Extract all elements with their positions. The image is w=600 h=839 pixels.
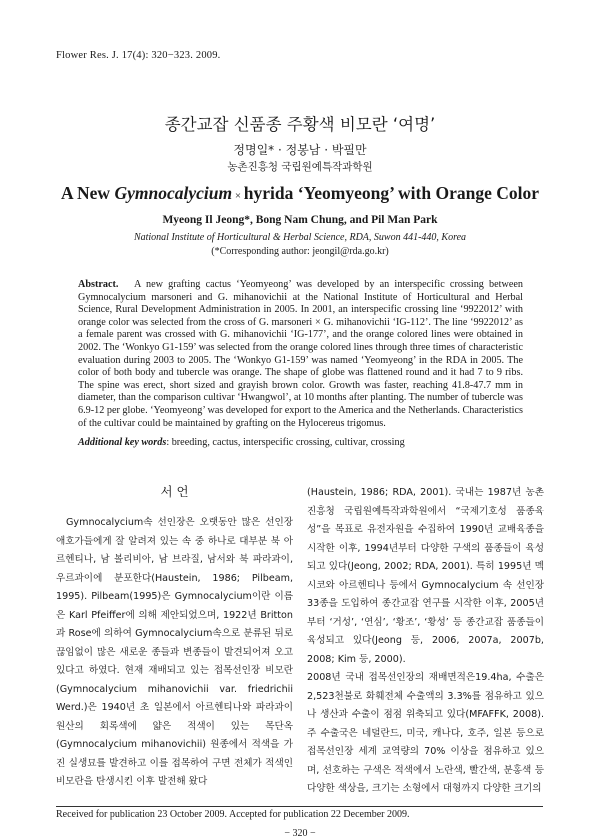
english-authors: Myeong Il Jeong*, Bong Nam Chung, and Pil Man Park	[162, 214, 438, 226]
keywords-label: Additional key words	[78, 437, 167, 448]
english-title	[0, 183, 600, 204]
keywords	[78, 437, 523, 448]
english-title-cross: ×	[232, 190, 244, 202]
abstract-text: A new grafting cactus ‘Yeomyeong’ was developed by an interspecific crossing between Gymnocalycium marsoneri and G. mihanovichii at the National Institute of Horticultural and Herbal Science, Rural Development Administration in 2005. In 2001, an interspecific crossing line ‘9922012’ with orange color was selected from the cross of G. marsoneri × G. mihanovichii ‘IG-112’. The line ‘9922012’ as a female parent was crossed with G. mihanovichii ‘IG-177’, and the orange colored lines were obtained in 2002. The ‘Wonkyo G1-159’ was selected from the orange colored lines through three times of characteristic evaluation during 2003 to 2005. The ‘Wonkyo G1-159’ was named ‘Yeomyeong’ in the RDA in 2005. The color of both body and tubercle was orange. The shape of globe was flattened round and it had 7 to 9 ribs. The spine was erect, short sized and grayish brown color. Growth was faster, reaching 41.8-47.7 mm in diameter, than the comparison cultivar ‘Hwangwol’, at 10 months after planting. The number of tubercle was 6.9-12 per globe. ‘Yeomyeong’ was developed for export to the America and the Netherlands. Characteristics of the cultivar could be maintained by grafting on the Hylocereus trigomus.	[78, 279, 524, 429]
english-title-suffix: hyrida ‘Yeomyeong’ with Orange Color	[243, 183, 539, 203]
publication-footnote: Received for publication 23 October 2009. Accepted for publication 22 December 2009.	[56, 809, 410, 820]
english-title-genus: Gymnocalycium	[114, 183, 233, 203]
corresponding-author: (*Corresponding author: jeongil@rda.go.kr)	[211, 246, 389, 257]
footnote-rule	[56, 806, 543, 807]
english-affiliation: National Institute of Horticultural & Herbal Science, RDA, Suwon 441-440, Korea	[133, 232, 467, 243]
body-right-column: (Haustein, 1986; RDA, 2001). 국내는 1987년 농촌진흥청 국립원예특작과학원에서 “국제기호성 품종육성”을 목표로 유전자원을 수집하여 1990년 교배육종을 시작한 이후, 1994년부터 다양한 구색의 품종들이 육성되고 있다(Jeong, 2002; RDA, 2001). 특히 1995년 멕시코와 아르헨티나 등에서 Gymnocalycium 속 선인장 33종을 도입하여 종간교잡 연구를 시작한 이후, 2005년부터 ‘거성’, ‘연심’, ‘황조’, ‘황성’ 등 종간교잡 품종들이 육성되고 있다(Jeong 등, 2006, 2007a, 2007b, 2008; Kim 등, 2000). 2008년 국내 접목선인장의 재배면적은19.4ha, 수출은 2,523천불로 화훼전체 수출액의 3.3%를 점유하고 있으나 생산과 수출이 점점 위축되고 있다(MFAFFK, 2008). 주 수출국은 네덜란드, 미국, 캐나다, 호주, 일본 등으로 접목선인장 세계 교역량의 70% 이상을 점유하고 있으며, 선호하는 구색은 적색에서 노란색, 빨간색, 분홍색 등 다양한 색상을, 크기는 소형에서 대형까지 다양한 크기의	[307, 487, 544, 794]
section-heading: 서 언	[160, 484, 189, 499]
abstract	[78, 279, 523, 430]
korean-authors: 정명일* · 정봉남 · 박필만	[233, 143, 367, 157]
page-number: − 320 −	[284, 828, 316, 839]
abstract-label: Abstract.	[78, 279, 119, 290]
english-title-prefix: A New	[60, 183, 115, 203]
keywords-text: : breeding, cactus, interspecific crossing, cultivar, crossing	[166, 437, 405, 448]
running-head: Flower Res. J. 17(4): 320−323. 2009.	[56, 50, 221, 61]
korean-title: 종간교잡 신품종 주황색 비모란 ‘여명’	[164, 115, 436, 134]
korean-affiliation: 농촌진흥청 국립원예특작과학원	[227, 161, 373, 173]
body-left-column: Gymnocalycium속 선인장은 오랫동안 많은 선인장 애호가들에게 잘 알려져 있는 속 중 하나로 대부분 북 아르헨티나, 남 볼리비아, 남 브라질, 남서와 북 파라과이, 우르과이에 분포한다(Haustein, 1986; Pilbeam, 1995). Pilbeam(1995)은 Gymnocalycium이란 이름은 Karl Pfeiffer에 의해 제안되었으며, 1922년 Britton과 Rose에 의하여 Gymnocalycium속으로 분류된 뒤로 끊임없이 많은 새로운 종들과 변종들이 발견되어져 오고 있다고 하였다. 현재 재배되고 있는 접목선인장 비모란(Gymnocalycium mihanovichii var. friedrichii Werd.)은 1940년 초 일본에서 아르헨티나와 파라과이 원산의 회록색에 얇은 적색이 있는 목단옥(Gymnocalycium mihanovichii) 원종에서 적색을 가진 실생묘를 발견하고 이를 접목하여 구면 전체가 적색인 비모란을 탄생시킨 이후 발전해 왔다	[56, 517, 293, 787]
